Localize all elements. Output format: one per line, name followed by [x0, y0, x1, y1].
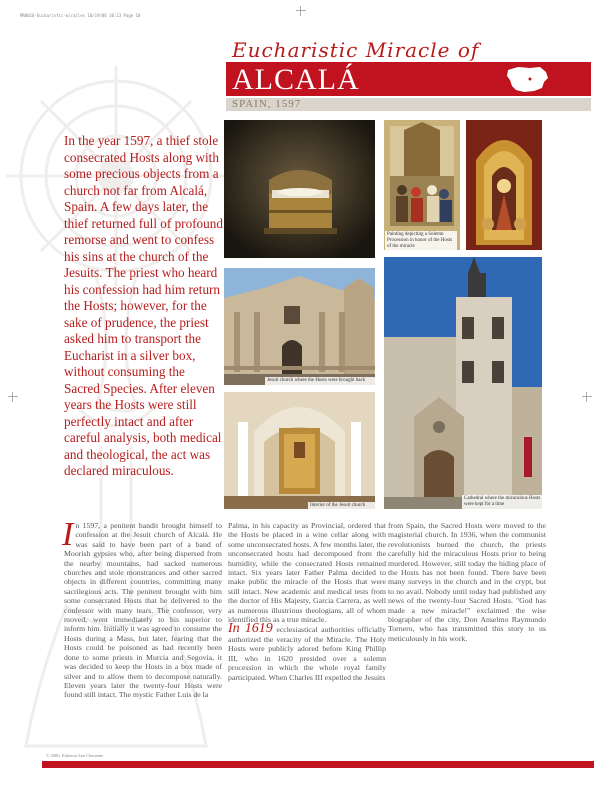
- crop-mark: [582, 392, 592, 402]
- interior-caption: Interior of the Jesuit church: [308, 502, 378, 510]
- painting-caption: Painting depicting a Solemn Procession in honor of the Hosts of the miracle: [385, 231, 457, 251]
- church-interior-photo: [224, 392, 375, 509]
- body-text-2b: ecclesiastical authorities officially authorized the veracity of the Miracle. The Holy Hosts were publicly adored before King Phillip III, who in 1620 presided over a solemn procession in which the whole royal family participated. When Charles III expelled the Jesuits: [228, 625, 386, 682]
- copyright: © 2006, Edizioni San Clemente: [46, 753, 104, 758]
- silver-box-photo: [224, 120, 375, 258]
- year-highlight: In 1619: [228, 621, 273, 637]
- page-subtitle: SPAIN, 1597: [232, 98, 302, 110]
- golden-altar-photo: [466, 120, 542, 250]
- cathedral-photo: [384, 257, 542, 509]
- body-column-3: [388, 521, 546, 643]
- intro-text: In the year 1597, a thief stole consecrated Hosts along with some precious objects from a church not far from Alcalá, Spain. A few days later, the thief returned full of profound remorse and went to confess his sins at the church of the Jesuits. The priest who heard his confession had him return the Hosts; however, for the sake of prudence, the priest asked him to transport the Eucharist in a silver box, without consuming the Sacred Species. After eleven years the Hosts were still perfectly intact and after careful analysis, both medical and theological, the act was declared miraculous.: [64, 133, 223, 478]
- page-title: ALCALÁ: [232, 63, 360, 96]
- jesuit-church-photo: [224, 268, 375, 385]
- jesuit-church-caption: Jesuit church where the Hosts were brought back: [265, 377, 377, 385]
- script-title: Eucharistic Miracle of: [232, 38, 480, 62]
- crop-mark: [296, 6, 306, 16]
- body-text-1: n 1597, a penitent bandit brought himself to confession at the Jesuit church of Alcalá. He was said to have been part of a band of Moorish gypsies who, after being dispersed from the nearby mountains, had sacked numerous churches and stole monstrances and other sacred objects in different countries, committing many sacrilegious acts. The penitent brought with him some consecrated Hosts that he delivered to the confessor with many tears. The confessor, very moved, went immediately to his superior to inform him. Initially it was agreed to consume the Hosts during a Mass, but later, fearing that the Hosts could be poisoned as had recently been done to some priests in Murcia and Segovia, it was decided to keep the Hosts in a box made of silver and to allow them to decompose naturally. Eleven years later the twenty-four Hosts were found still intact. The mystic Father Luis de la: [64, 521, 222, 700]
- print-slug: MR0010-Eucharistic-miracles 10/19/06 10:13 Page 10: [20, 13, 141, 18]
- footer-band: [42, 761, 594, 768]
- body-column-2: [228, 521, 386, 682]
- spain-map-icon: [504, 64, 552, 94]
- drop-cap: I: [62, 516, 74, 553]
- body-column-1: [62, 516, 222, 700]
- body-text-3: from Spain, the Sacred Hosts were moved to the magisterial church. In 1936, when the communist revolutionists burned the church, the priests carefully hid the miraculous Hosts prior to being murdered. However, still today the hiding place of the Hosts has not been found. There have been many surveys in the church and in the crypt, but to no avail. Nobody until today had published any news of the twenty-four Sacred Hosts. "God has made a new miracle!" exclaimed the wise biographer of the city, Don Anselmo Raymundo Tornero, who has transmitted this story to us meticulously in his work.: [388, 521, 546, 643]
- body-text-2a: Palma, in his capacity as Provincial, ordered that the Hosts be placed in a wine cellar along with some unconsecrated hosts. A few months later, the unconsecrated hosts had decomposed from the humidity, while the consecrated Hosts remained intact. Six years later Father Palma decided to make public the miracle of the Hosts that were still intact. New academic and medical tests from the doctor of His Majesty, Garcia Carrera, as well as numerous illustrious theologians, all of whom identified this as a true miracle.: [228, 521, 386, 625]
- page: [6, 6, 594, 779]
- cathedral-caption: Cathedral where the miraculous Hosts were kept for a time: [462, 495, 544, 509]
